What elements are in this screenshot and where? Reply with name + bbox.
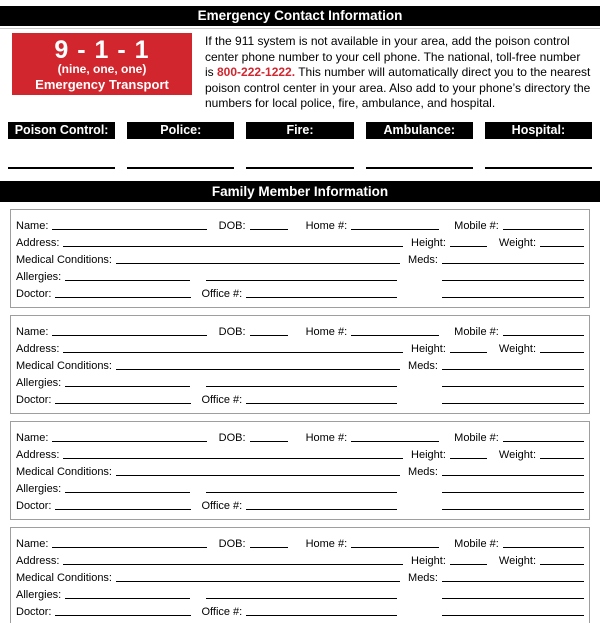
home-phone-label: Home #: xyxy=(305,431,348,444)
weight-blank-line xyxy=(540,352,584,353)
weight-blank-line xyxy=(540,246,584,247)
poison-control-blank-line xyxy=(8,167,115,169)
allergies-blank-line xyxy=(65,598,190,599)
home-phone-blank-line xyxy=(351,335,439,336)
member-row-address xyxy=(16,551,584,568)
meds-label: Meds: xyxy=(408,571,438,584)
dob-label: DOB: xyxy=(218,537,246,550)
height-label: Height: xyxy=(411,554,446,567)
height-blank-line xyxy=(450,352,487,353)
dob-label: DOB: xyxy=(218,325,246,338)
name-label: Name: xyxy=(16,325,49,338)
dob-label: DOB: xyxy=(218,219,246,232)
allergies-label: Allergies: xyxy=(16,482,62,495)
height-blank-line xyxy=(450,564,487,565)
intro-paragraph xyxy=(205,33,592,112)
name-blank-line xyxy=(52,229,206,230)
address-blank-line xyxy=(63,352,403,353)
member-row-medical xyxy=(16,568,584,585)
office-phone-label: Office #: xyxy=(201,499,243,512)
member-row-doctor xyxy=(16,496,584,513)
home-phone-label: Home #: xyxy=(305,325,348,338)
allergies-blank-line xyxy=(65,386,190,387)
office-phone-label: Office #: xyxy=(201,393,243,406)
doctor-label: Doctor: xyxy=(16,393,52,406)
address-label: Address: xyxy=(16,554,60,567)
emergency-transport-label: Emergency Transport System xyxy=(35,77,169,107)
member-row-address xyxy=(16,339,584,356)
nine-one-one-phonetic: (nine, one, one) xyxy=(57,62,147,76)
emergency-contact-header-bar xyxy=(0,6,600,26)
height-blank-line xyxy=(450,458,487,459)
member-row-identity xyxy=(16,534,584,551)
family-member-block xyxy=(10,421,590,520)
medical-conditions-blank-line xyxy=(116,263,400,264)
allergies-overflow-blank-line xyxy=(206,280,397,281)
medical-conditions-label: Medical Conditions: xyxy=(16,465,112,478)
member-row-identity xyxy=(16,216,584,233)
member-row-doctor xyxy=(16,284,584,301)
member-row-doctor xyxy=(16,390,584,407)
family-member-header-bar xyxy=(0,181,600,202)
address-label: Address: xyxy=(16,236,60,249)
meds-blank-line xyxy=(442,263,584,264)
address-blank-line xyxy=(63,564,403,565)
nine-one-one-box xyxy=(12,33,192,107)
meds-overflow-blank-line-2 xyxy=(442,297,584,298)
weight-label: Weight: xyxy=(498,448,536,461)
height-label: Height: xyxy=(411,236,446,249)
hospital-blank-line xyxy=(485,167,592,169)
height-label: Height: xyxy=(411,342,446,355)
meds-blank-line xyxy=(442,369,584,370)
allergies-overflow-blank-line xyxy=(206,492,397,493)
family-members xyxy=(10,209,590,623)
mobile-phone-blank-line xyxy=(503,547,584,548)
poison-control-label-box: Poison Control: xyxy=(8,122,115,139)
allergies-blank-line xyxy=(65,280,190,281)
name-blank-line xyxy=(52,335,206,336)
doctor-label: Doctor: xyxy=(16,605,52,618)
ambulance-label-box: Ambulance: xyxy=(366,122,473,139)
doctor-blank-line xyxy=(55,615,191,616)
home-phone-blank-line xyxy=(351,229,439,230)
member-row-allergies xyxy=(16,373,584,390)
family-member-block xyxy=(10,315,590,414)
office-phone-blank-line xyxy=(246,403,397,404)
allergies-blank-line xyxy=(65,492,190,493)
member-row-medical xyxy=(16,462,584,479)
emergency-contact-title: Emergency Contact Information xyxy=(197,8,403,23)
home-phone-label: Home #: xyxy=(305,219,348,232)
home-phone-label: Home #: xyxy=(305,537,348,550)
member-row-doctor xyxy=(16,602,584,619)
member-row-medical xyxy=(16,250,584,267)
office-phone-blank-line xyxy=(246,509,397,510)
meds-overflow-blank-line-1 xyxy=(442,386,584,387)
office-phone-blank-line xyxy=(246,615,397,616)
mobile-phone-label: Mobile #: xyxy=(454,431,499,444)
office-phone-blank-line xyxy=(246,297,397,298)
address-blank-line xyxy=(63,246,403,247)
medical-conditions-label: Medical Conditions: xyxy=(16,359,112,372)
family-member-block xyxy=(10,209,590,308)
medical-conditions-blank-line xyxy=(116,475,400,476)
mobile-phone-blank-line xyxy=(503,335,584,336)
fire-label-box: Fire: xyxy=(246,122,353,139)
dob-blank-line xyxy=(250,547,288,548)
mobile-phone-label: Mobile #: xyxy=(454,537,499,550)
meds-label: Meds: xyxy=(408,465,438,478)
meds-overflow-blank-line-2 xyxy=(442,403,584,404)
name-label: Name: xyxy=(16,431,49,444)
meds-blank-line xyxy=(442,581,584,582)
doctor-blank-line xyxy=(55,403,191,404)
mobile-phone-label: Mobile #: xyxy=(454,219,499,232)
poison-phone-number: 800-222-1222. xyxy=(217,65,296,79)
police-blank-line xyxy=(127,167,234,169)
allergies-overflow-blank-line xyxy=(206,598,397,599)
fire-blank-line xyxy=(246,167,353,169)
mobile-phone-label: Mobile #: xyxy=(454,325,499,338)
name-label: Name: xyxy=(16,219,49,232)
doctor-label: Doctor: xyxy=(16,287,52,300)
meds-label: Meds: xyxy=(408,359,438,372)
medical-conditions-label: Medical Conditions: xyxy=(16,571,112,584)
family-member-block xyxy=(10,527,590,623)
emergency-contacts-write-in-row xyxy=(8,167,592,169)
address-label: Address: xyxy=(16,448,60,461)
allergies-label: Allergies: xyxy=(16,588,62,601)
dob-blank-line xyxy=(250,441,288,442)
weight-label: Weight: xyxy=(498,236,536,249)
name-blank-line xyxy=(52,441,206,442)
member-row-address xyxy=(16,233,584,250)
member-row-allergies xyxy=(16,585,584,602)
intro-text-after: This number will automatically direct you to the nearest poison control center in your area. Also add to your phone’s directory the numbers for local police, fire, ambulance, and hospital. xyxy=(205,65,591,110)
doctor-label: Doctor: xyxy=(16,499,52,512)
address-label: Address: xyxy=(16,342,60,355)
meds-overflow-blank-line-2 xyxy=(442,509,584,510)
ambulance-blank-line xyxy=(366,167,473,169)
meds-overflow-blank-line-1 xyxy=(442,492,584,493)
doctor-blank-line xyxy=(55,297,191,298)
office-phone-label: Office #: xyxy=(201,287,243,300)
name-label: Name: xyxy=(16,537,49,550)
police-label-box: Police: xyxy=(127,122,234,139)
dob-label: DOB: xyxy=(218,431,246,444)
weight-blank-line xyxy=(540,564,584,565)
meds-label: Meds: xyxy=(408,253,438,266)
name-blank-line xyxy=(52,547,206,548)
intro-section xyxy=(12,33,592,112)
height-blank-line xyxy=(450,246,487,247)
member-row-identity xyxy=(16,428,584,445)
hospital-label-box: Hospital: xyxy=(485,122,592,139)
home-phone-blank-line xyxy=(351,547,439,548)
weight-blank-line xyxy=(540,458,584,459)
meds-overflow-blank-line-1 xyxy=(442,598,584,599)
family-member-title: Family Member Information xyxy=(211,183,389,199)
medical-conditions-blank-line xyxy=(116,369,400,370)
weight-label: Weight: xyxy=(498,554,536,567)
mobile-phone-blank-line xyxy=(503,441,584,442)
meds-blank-line xyxy=(442,475,584,476)
member-row-allergies xyxy=(16,267,584,284)
home-phone-blank-line xyxy=(351,441,439,442)
meds-overflow-blank-line-1 xyxy=(442,280,584,281)
allergies-label: Allergies: xyxy=(16,270,62,283)
allergies-label: Allergies: xyxy=(16,376,62,389)
height-label: Height: xyxy=(411,448,446,461)
member-row-allergies xyxy=(16,479,584,496)
member-row-address xyxy=(16,445,584,462)
meds-overflow-blank-line-2 xyxy=(442,615,584,616)
medical-conditions-blank-line xyxy=(116,581,400,582)
weight-label: Weight: xyxy=(498,342,536,355)
allergies-overflow-blank-line xyxy=(206,386,397,387)
member-row-medical xyxy=(16,356,584,373)
dob-blank-line xyxy=(250,335,288,336)
office-phone-label: Office #: xyxy=(201,605,243,618)
member-row-identity xyxy=(16,322,584,339)
address-blank-line xyxy=(63,458,403,459)
mobile-phone-blank-line xyxy=(503,229,584,230)
nine-one-one-number: 9 - 1 - 1 xyxy=(54,36,150,64)
doctor-blank-line xyxy=(55,509,191,510)
intro-text-before: If the 911 system is not available in your area, add the poison control center phone number to your cell phone. The national, toll-free number is xyxy=(205,34,581,79)
dob-blank-line xyxy=(250,229,288,230)
emergency-contacts-row xyxy=(8,122,592,139)
medical-conditions-label: Medical Conditions: xyxy=(16,253,112,266)
